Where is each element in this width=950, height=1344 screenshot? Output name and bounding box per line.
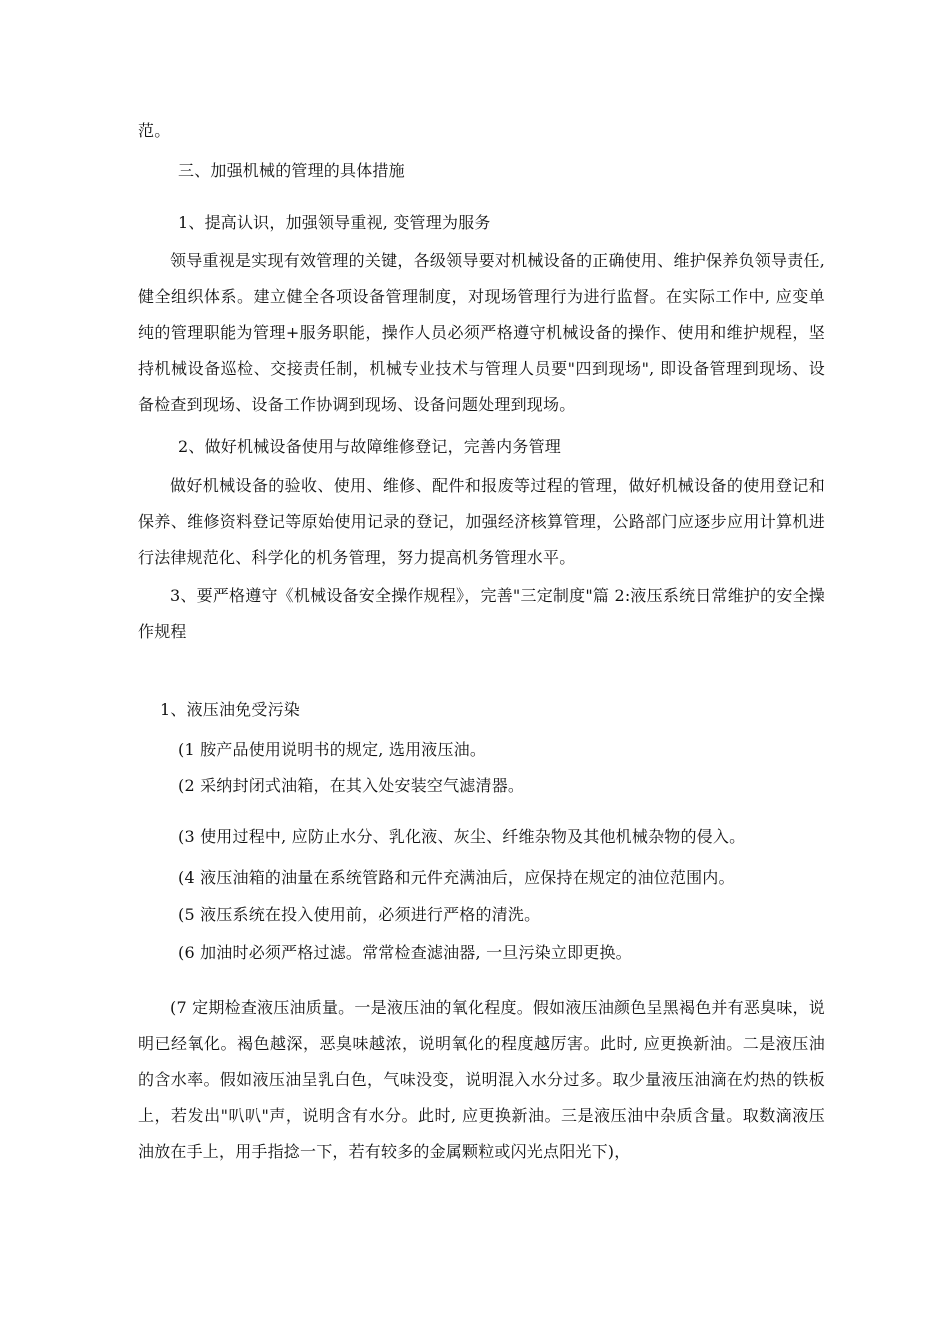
hydraulic-item-4: (4 液压油箱的油量在系统管路和元件充满油后，应保持在规定的油位范围内。 [178, 868, 735, 887]
hydraulic-heading-1: 1、液压油免受污染 [160, 700, 300, 719]
hydraulic-item-3: (3 使用过程中, 应防止水分、乳化液、灰尘、纤维杂物及其他机械杂物的侵入。 [178, 827, 746, 846]
hydraulic-item-2: (2 采纳封闭式油箱，在其入处安装空气滤清器。 [178, 776, 525, 795]
hydraulic-item-5: (5 液压系统在投入使用前，必须进行严格的清洗。 [178, 905, 541, 924]
item-3-paragraph: 3、要严格遵守《机械设备安全操作规程》，完善"三定制度"篇 2:液压系统日常维护的安全操作规程 [138, 586, 825, 641]
text-line-fan: 范。 [138, 121, 171, 140]
item-2-heading: 2、做好机械设备使用与故障维修登记，完善内务管理 [178, 437, 561, 456]
item-2-paragraph: 做好机械设备的验收、使用、维修、配件和报废等过程的管理，做好机械设备的使用登记和保养、维修资料登记等原始使用记录的登记，加强经济核算管理，公路部门应逐步应用计算机进行法律规范化、科学化的机务管理，努力提高机务管理水平。 [138, 476, 825, 567]
item-1-paragraph: 领导重视是实现有效管理的关键，各级领导要对机械设备的正确使用、维护保养负领导责任, 健全组织体系。建立健全各项设备管理制度，对现场管理行为进行监督。在实际工作中, 应变单纯的管理职能为管理+服务职能，操作人员必须严格遵守机械设备的操作、使用和维护规程，坚持机械设备巡检、交接责任制，机械专业技术与管理人员要"四到现场", 即设备管理到现场、设备检查到现场、设备工作协调到现场、设备问题处理到现场。 [138, 251, 825, 414]
hydraulic-item-7-paragraph: (7 定期检查液压油质量。一是液压油的氧化程度。假如液压油颜色呈黑褐色并有恶臭味，说明已经氧化。褐色越深，恶臭味越浓，说明氧化的程度越厉害。此时, 应更换新油。二是液压油的含水率。假如液压油呈乳白色，气味没变，说明混入水分过多。取少量液压油滴在灼热的铁板上，若发出"叭叭"声，说明含有水分。此时, 应更换新油。三是液压油中杂质含量。取数滴液压油放在手上，用手指捻一下，若有较多的金属颗粒或闪光点阳光下)， [138, 998, 825, 1161]
item-1-heading: 1、提高认识，加强领导重视, 变管理为服务 [178, 213, 491, 232]
hydraulic-item-6: (6 加油时必须严格过滤。常常检查滤油器, 一旦污染立即更换。 [178, 943, 632, 962]
section-heading-3: 三、加强机械的管理的具体措施 [178, 161, 405, 180]
hydraulic-item-1: (1 胺产品使用说明书的规定, 选用液压油。 [178, 740, 487, 759]
